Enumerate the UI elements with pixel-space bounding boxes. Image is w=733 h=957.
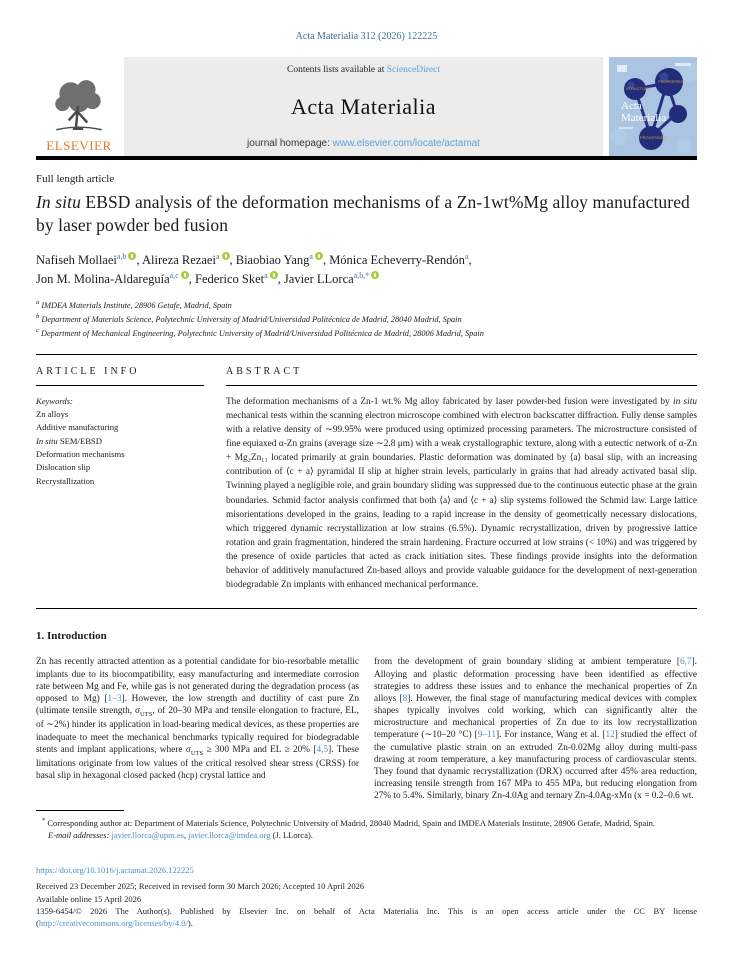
corresponding-text: Corresponding author at: Department of Materials Science, Polytechnic University of Madrid, 28040 Madrid, Spain and IMDEA Materials Institute, 28906 Getafe, Madrid, Spain. [45, 817, 655, 828]
keyword: Zn alloys [36, 408, 69, 419]
homepage-link[interactable]: www.elsevier.com/locate/actamat [332, 138, 480, 149]
author-name: Alireza Rezaei [142, 252, 216, 267]
email-link-1[interactable]: javier.llorca@upm.es [111, 830, 184, 841]
author [284, 272, 379, 286]
homepage-prefix: journal homepage: [247, 138, 333, 149]
orcid-icon[interactable] [128, 252, 136, 260]
orcid-icon[interactable] [181, 271, 189, 279]
body-columns [36, 656, 697, 802]
contents-line [124, 65, 603, 75]
journal-title: Acta Materialia [291, 93, 436, 119]
doi-link[interactable]: https://doi.org/10.1016/j.actamat.2026.122225 [36, 865, 194, 875]
orcid-icon[interactable] [270, 271, 278, 279]
author-separator: , [277, 271, 284, 286]
footnote-rule [36, 810, 124, 811]
doi-line [36, 864, 697, 876]
author-separator: , [229, 252, 236, 267]
author-affil-sup: a [464, 251, 469, 261]
abstract-column [226, 366, 697, 593]
author-affil-sup: a [264, 270, 268, 280]
sciencedirect-link[interactable]: ScienceDirect [386, 65, 440, 75]
available-online: Available online 15 April 2026 [36, 893, 142, 904]
elsevier-logo-text: ELSEVIER [46, 138, 112, 153]
contents-prefix: Contents lists available at [286, 65, 387, 75]
keywords [36, 395, 204, 488]
author-name: Mónica Echeverry-Rendón [329, 252, 465, 267]
affiliation-text: IMDEA Materials Institute, 28906 Getafe, Madrid, Spain [41, 301, 232, 311]
copyright-text: 1359-6454/© 2026 The Author(s). Published by Elsevier Inc. on behalf of Acta Materialia Inc. This is an open access article under the CC BY license [36, 905, 697, 916]
affiliation [36, 298, 697, 312]
keyword: In situ SEM/EBSD [36, 435, 102, 446]
keyword: Deformation mechanisms [36, 448, 125, 459]
abstract-heading: ABSTRACT [226, 366, 697, 386]
email-link-2[interactable]: javier.llorca@imdea.org [188, 830, 271, 841]
journal-cover-image [609, 57, 697, 156]
cc-close-paren: ). [187, 918, 193, 929]
author-separator: , [322, 252, 330, 267]
cover-graphic-icon [609, 57, 697, 156]
cover-label-processing: PROCESSING [640, 135, 667, 140]
author [36, 253, 142, 267]
author-list [36, 251, 697, 290]
section-heading-introduction: 1. Introduction [36, 630, 107, 643]
author-name: Jon M. Molina-Aldareguía [36, 271, 170, 286]
email-line [36, 829, 697, 841]
author [195, 272, 284, 286]
homepage-line [124, 138, 603, 149]
author-name: Javier LLorca [283, 271, 354, 286]
author-separator: , [136, 252, 143, 267]
masthead-center [124, 57, 603, 156]
cover-label-properties: PROPERTIES [658, 79, 684, 84]
orcid-icon[interactable] [222, 252, 230, 260]
email-label: E-mail addresses: [48, 830, 112, 841]
author [36, 272, 195, 286]
affiliation-text: Department of Materials Science, Polytechnic University of Madrid/Universidad Politécnica de Madrid, 28040 Madrid, Spain [41, 314, 462, 324]
article-info-heading: ARTICLE INFO [36, 366, 204, 386]
journal-reference: Acta Materialia 312 (2026) 122225 [295, 31, 438, 42]
footnote-block [36, 810, 697, 841]
footer-block [36, 864, 697, 930]
article-title: In situ EBSD analysis of the deformation mechanisms of a Zn-1wt%Mg alloy manufactured by laser powder bed fusion [36, 192, 690, 236]
info-abstract-block [36, 354, 697, 610]
cover-title-2: Materialia [621, 112, 667, 124]
cover-title-1: Acta [621, 100, 642, 112]
author-separator: , [468, 252, 472, 267]
affiliation-label: c [36, 326, 39, 334]
article-type-label: Full length article [36, 173, 115, 185]
affiliation-text: Department of Mechanical Engineering, Polytechnic University of Madrid/Universidad Politécnica de Madrid, 28006 Madrid, Spain [40, 328, 484, 338]
received-dates: Received 23 December 2025; Received in revised form 30 March 2026; Accepted 10 April 2026 [36, 881, 365, 892]
author-affil-sup: a [309, 251, 313, 261]
corresponding-author-note [36, 816, 697, 829]
author-name: Biaobiao Yang [235, 252, 310, 267]
keyword: Recrystallization [36, 475, 95, 486]
orcid-icon[interactable] [371, 271, 379, 279]
email-separator: , [183, 830, 189, 841]
affiliation [36, 312, 697, 326]
affiliation [36, 326, 697, 340]
email-suffix: (J. LLorca). [270, 830, 313, 841]
intro-left-column: Zn has recently attracted attention as a potential candidate for bio-resorbable metallic implants due to its biocompatibility, easy manufacturing and intermediate corrosion rate between Mg and Fe, while gas is not generated during the degradation process (as opposed to Mg) [1–3]. However, the low strength and ductility of cast pure Zn (ultimate tensile strength, $\sigma_{UTS}$, of 20–30 MPa and tensile elongation to fracture, EL, of ∼2%) hinder its application in load-bearing medical devices, as these properties are inadequate to meet the mechanical benchmarks typically required for biodegradable stents and implant applications, where $\sigma_{UTS} \ge 300$ MPa and EL ≥ 20% [4,5]. These limitations originate from low values of the critical resolved shear stress (CRSS) for basal slip in hexagonal closed packed (hcp) crystal lattice and [36, 657, 359, 782]
journal-banner [36, 57, 697, 160]
author-affil-sup: a,c [169, 270, 179, 280]
orcid-icon[interactable] [315, 252, 323, 260]
cc-license-link[interactable]: http://creativecommons.org/licenses/by/4.0/ [38, 918, 188, 929]
keywords-label: Keywords: [36, 395, 73, 406]
author-affil-sup: a,b [116, 251, 127, 261]
affiliation-list [36, 298, 697, 339]
author-affil-sup: a,b,* [353, 270, 370, 280]
author-affil-sup: a [215, 251, 220, 261]
affiliation-label: b [36, 313, 40, 321]
intro-right-column: from the development of grain boundary sliding at ambient temperature [6,7]. Alloying and plastic deformation processing have been identified as effective strategies to address these issues and to enhance the mechanical properties of Zn alloys [8]. However, the final stage of manufacturing medical devices with complex shapes typically involves cold working, which can significantly alter the microstructure and mechanical properties of Zn due to its low recrystallization temperature (∼10–20 °C) [9–11]. For instance, Wang et al. [12] studied the effect of the cumulative plastic strain on an extruded Zn-0.02Mg alloy during multi-pass drawing at room temperature, a key manufacturing process of cardiovascular stents. They found that dynamic recrystallization (DRX) occurred after 45% area reduction, increasing tensile strength from 167 MPa to 455 MPa, but reducing elongation from 27% to 5.4%. Similarly, binary Zn-4.0Ag and ternary Zn-4.0Ag-xMn (x = 0.2–0.6 wt. [374, 657, 697, 802]
keyword: Dislocation slip [36, 462, 91, 473]
author [142, 253, 236, 267]
elsevier-logo [36, 57, 122, 156]
affiliation-label: a [36, 299, 40, 307]
article-info-column [36, 366, 204, 593]
author-name: Nafiseh Mollaei [36, 252, 117, 267]
cover-label-structure: STRUCTURE [626, 86, 651, 91]
cc-open-paren: ( [36, 918, 39, 929]
asterisk: * [42, 817, 46, 824]
keyword: Additive manufacturing [36, 422, 119, 433]
author-name: Federico Sket [195, 271, 265, 286]
copyright-line [36, 905, 697, 930]
elsevier-tree-icon [48, 75, 110, 137]
author-separator: , [188, 271, 196, 286]
author [236, 253, 329, 267]
author [329, 253, 471, 267]
abstract-text: The deformation mechanisms of a Zn-1 wt.% Mg alloy fabricated by laser powder-bed fusion were investigated by in situ mechanical tests within the scanning electron microscope combined with electron backscatter diffraction. Fully dense samples with a relative density of ∼99.95% were produced using optimized processing parameters. The microstructure consisted of fine equiaxed α-Zn grains (average size ∼2.8 μm) with a weak crystallographic texture, along with a eutectic network of α-Zn + Mg₂Zn₁₁ located primarily at grain boundaries. Plastic deformation was dominated by ⟨a⟩ basal slip, with an increasing contribution of ⟨c + a⟩ pyramidal II slip at higher strain levels, particularly in grains that had already activated basal slip. Twinning played a negligible role, and grain boundary sliding was suppressed due to the continuous eutectic phase at the grain boundaries. Schmid factor analysis confirmed that both ⟨a⟩ and ⟨c + a⟩ slip systems followed the Schmid law. Large lattice misorientations developed in the grains, leading to a rapid increase in the density of geometrically necessary dislocations, which triggered dynamic recrystallization at low strains (6.5%). Dynamic recrystallization, driven by progressive lattice rotation and grain fragmentation, hindered the strain hardening. Fracture occurred at low strains (< 10%) and was triggered by the presence of oxide particles that acted as crack initiation sites. These findings provide insights into the deformation behavior of additively manufactured Zn-based alloys and provide valuable guidance for the development of next-generation biodegradable Zn implants with enhanced mechanical performance. [226, 396, 697, 591]
